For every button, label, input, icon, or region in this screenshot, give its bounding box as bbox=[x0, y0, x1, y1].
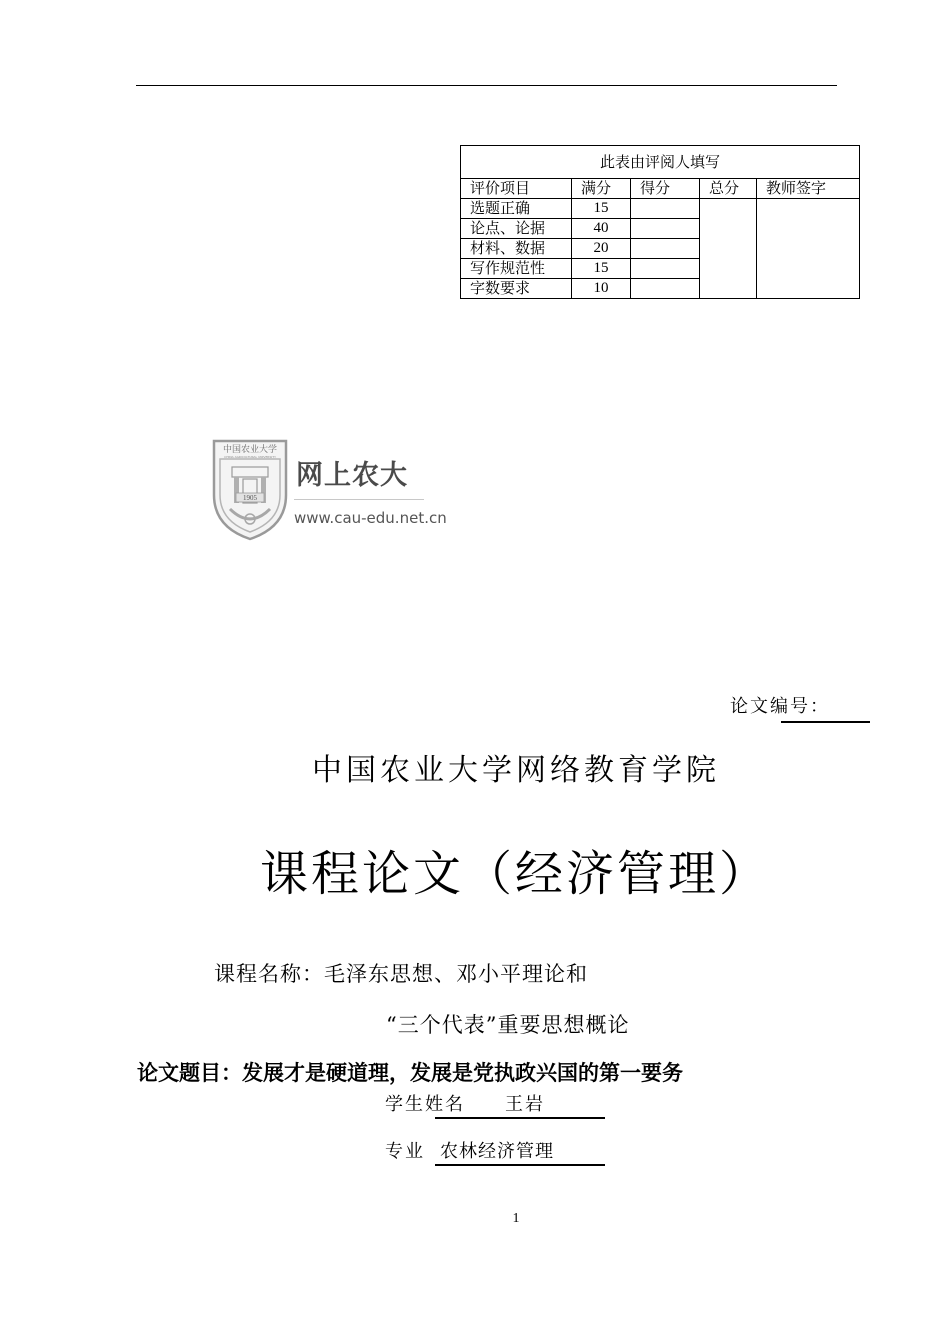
topic-value: 发展才是硬道理，发展是党执政兴国的第一要务 bbox=[242, 1061, 683, 1085]
row-full: 10 bbox=[572, 279, 631, 299]
row-item: 论点、论据 bbox=[461, 219, 572, 239]
row-score-cell bbox=[631, 199, 700, 219]
svg-text:CHINA AGRICULTURAL UNIVERSITY: CHINA AGRICULTURAL UNIVERSITY bbox=[224, 455, 276, 459]
row-full: 15 bbox=[572, 199, 631, 219]
page-number: 1 bbox=[512, 1211, 520, 1226]
paper-number-label: 论文编号： bbox=[730, 696, 830, 717]
university-seal-icon bbox=[210, 437, 290, 542]
course-name-row bbox=[214, 958, 588, 988]
row-score-cell bbox=[631, 219, 700, 239]
row-item: 选题正确 bbox=[461, 199, 572, 219]
header-item: 评价项目 bbox=[461, 179, 572, 199]
course-label: 课程名称： bbox=[214, 962, 324, 986]
course-value-line1: 毛泽东思想、邓小平理论和 bbox=[324, 962, 588, 986]
row-score-cell bbox=[631, 239, 700, 259]
score-table-caption: 此表由评阅人填写 bbox=[461, 146, 860, 179]
header-score: 得分 bbox=[631, 179, 700, 199]
row-item: 材料、数据 bbox=[461, 239, 572, 259]
total-cell bbox=[700, 199, 757, 299]
paper-number-blank bbox=[781, 721, 870, 723]
row-score-cell bbox=[631, 259, 700, 279]
svg-text:中国农业大学: 中国农业大学 bbox=[222, 445, 278, 455]
major-label: 专业 bbox=[385, 1141, 425, 1162]
header-full: 满分 bbox=[572, 179, 631, 199]
topic-row bbox=[137, 1057, 683, 1087]
logo-url: www.cau-edu.net.cn bbox=[294, 509, 447, 527]
row-score-cell bbox=[631, 279, 700, 299]
row-full: 40 bbox=[572, 219, 631, 239]
logo-divider bbox=[294, 499, 424, 500]
student-name-underline bbox=[435, 1117, 605, 1119]
major-underline bbox=[435, 1164, 605, 1166]
course-value-line2: “三个代表”重要思想概论 bbox=[386, 1013, 630, 1037]
major-value: 农林经济管理 bbox=[440, 1141, 554, 1162]
row-full: 15 bbox=[572, 259, 631, 279]
header-rule bbox=[136, 85, 837, 86]
score-table bbox=[460, 145, 860, 299]
row-item: 写作规范性 bbox=[461, 259, 572, 279]
student-name-value: 王岩 bbox=[505, 1094, 545, 1115]
row-full: 20 bbox=[572, 239, 631, 259]
student-name-label: 学生姓名 bbox=[385, 1094, 465, 1115]
institution-name: 中国农业大学网络教育学院 bbox=[312, 753, 720, 788]
signature-cell bbox=[757, 199, 860, 299]
svg-text:1905: 1905 bbox=[243, 494, 257, 502]
logo-title: 网上农大 bbox=[296, 460, 408, 491]
university-logo bbox=[210, 437, 465, 542]
main-title: 课程论文（经济管理） bbox=[259, 846, 770, 902]
topic-label: 论文题目： bbox=[137, 1061, 242, 1085]
header-signature: 教师签字 bbox=[757, 179, 860, 199]
header-total: 总分 bbox=[700, 179, 757, 199]
table-row bbox=[461, 199, 860, 219]
row-item: 字数要求 bbox=[461, 279, 572, 299]
